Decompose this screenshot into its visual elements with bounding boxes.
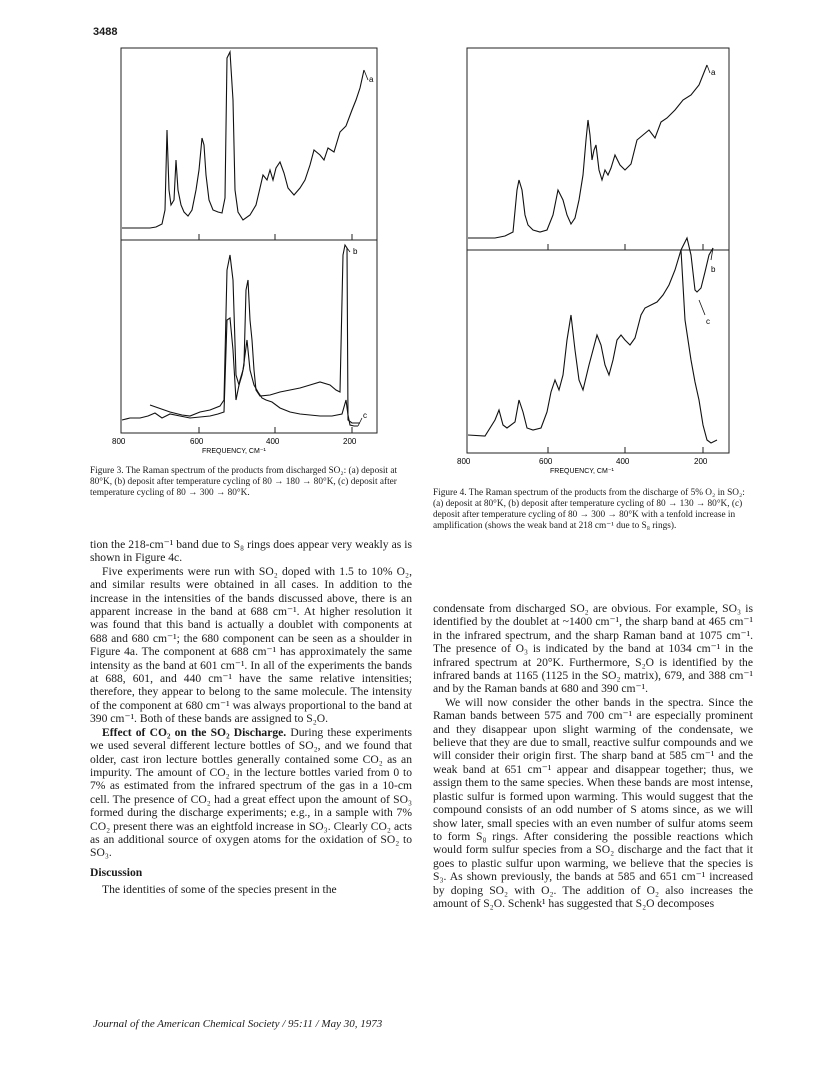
right-paragraph-1: condensate from discharged SO₂ are obvious. For example, SO₃ is identified by the doublet at ~1400 cm⁻¹, the sharp band at 465 cm⁻¹ in the infrared spectrum, and the sharp Raman band at 1075 cm⁻¹. The presence of O₃ is indicated by the band at 1034 cm⁻¹ in the infrared spectrum at 20°K. Furthermore, S₂O is identified by the infrared bands at 1165 (1125 in the SO₂ matrix), 679, and 388 cm⁻¹ and by the Raman bands at 680 and 390 cm⁻¹. [433,602,753,696]
left-paragraph-4: The identities of some of the species present in the [102,883,337,897]
figure-3-tick-800: 800 [112,437,126,446]
figure-3-tick-200: 200 [343,437,357,446]
figure-3-xlabel: FREQUENCY, CM⁻¹ [202,448,266,455]
journal-footer: Journal of the American Chemical Society / 95:11 / May 30, 1973 [93,1018,383,1030]
figure-3-label-c: c [363,411,367,420]
figure-4-tick-400: 400 [616,457,630,466]
left-paragraph-2: Five experiments were run with SO₂ doped with 1.5 to 10% O₂, and similar results were obtained in all cases. In addition to the increase in the intensities of the bands discussed above, there is an apparent increase in the band at 688 cm⁻¹. At higher resolution it was found that this band is actually a doublet with components at 688 and 680 cm⁻¹; the 680 component can be seen as a shoulder in Figure 4a. The component at 688 cm⁻¹ has approximately the same intensity as the band at 601 cm⁻¹. In all of the experiments the bands at 688, 601, and 440 cm⁻¹ have the same relative intensities; therefore, they appear to belong to the same molecule. The intensity of the component at 680 cm⁻¹ was always proportional to the band at 390 cm⁻¹. Both of these bands are assigned to S₂O. [90,564,412,726]
figure-4-label-c: c [706,317,710,326]
right-column [433,602,753,910]
figure-4-caption: Figure 4. The Raman spectrum of the products from the discharge of 5% O₂ in SO₂: (a) deposit at 80°K, (b) deposit after temperature cycling of 80 → 130 → 80°K, (c) deposit after temperature cycling of 80 → 300 → 80°K with a tenfold increase in amplification (shows the weak band at 218 cm⁻¹ due to S₈ rings). [433,488,745,531]
left-paragraph-3 [90,726,412,860]
figure-4-trace-a [468,65,707,238]
figure-4-trace-b [468,238,713,436]
figure-3-label-b: b [353,247,358,256]
page-number: 3488 [93,26,118,38]
figure-4-tick-600: 600 [539,457,553,466]
figure-4-xlabel: FREQUENCY, CM⁻¹ [550,468,614,475]
figure-3-tick-400: 400 [266,437,280,446]
figure-4-label-b: b [711,265,716,274]
left-column [90,538,412,897]
discussion-heading: Discussion [90,865,143,879]
figure-4-tick-800: 800 [457,457,471,466]
figure-4-spectrum [455,40,745,475]
figure-3-label-a: a [369,75,374,84]
figure-3-trace-c [122,318,358,426]
figure-3-spectrum [110,40,390,455]
right-paragraph-2: We will now consider the other bands in the spectra. Since the Raman bands between 575 and 700 cm⁻¹ are especially prominent and they disappear upon slight warming of the condensate, we believe that they are due to small, reactive sulfur compounds and we will consider their origin first. The sharp band at 585 cm⁻¹ and the weak band at 651 cm⁻¹ appear and disappear together; thus, we assign them to the same species. When these bands are most intense, plastic sulfur is formed upon warming. This would suggest that the compound consists of an odd number of S atoms since, as we will show later, small species with an even number of sulfur atoms seem to form S₈ rings. After considering the possible reactions which would form sulfur species from a SO₂ discharge and the fact that it goes to plastic sulfur upon warming, we believe that the species is S₃. As shown previously, the bands at 585 and 651 cm⁻¹ increased by doping SO₂ with O₂. The addition of O₂ also increases the amount of S₂O. Schenk¹ has suggested that S₂O decomposes [433,695,753,910]
figure-3-trace-b [150,245,360,423]
left-paragraph-3-text: During these experiments we used several different lecture bottles of SO₂, and we found that older, cast iron lecture bottles generally contained some CO₂ as an impurity. The amount of CO₂ in the lecture bottles varied from 0 to 7% as estimated from the infrared spectrum of the gas in a 10-cm cell. The presence of CO₂ had a great effect upon the amount of SO₃ formed during the discharge experiments; e.g., in a sample with 7% CO₂ present there was an eightfold increase in SO₃. Clearly CO₂ acts as an additional source of oxygen atoms for the oxidation of SO₂ to SO₃. [90,725,412,860]
section-heading-co2: Effect of CO₂ on the SO₂ Discharge. [102,725,287,739]
figure-3-caption: Figure 3. The Raman spectrum of the products from discharged SO₂: (a) deposit at 80°K, (b) deposit after temperature cycling of 80 → 180 → 80°K, (c) deposit after temperature cycling of 80 → 300 → 80°K. [90,466,398,498]
left-paragraph-1: tion the 218-cm⁻¹ band due to S₈ rings does appear very weakly as is shown in Figure 4c. [90,538,412,565]
figure-3-tick-600: 600 [190,437,204,446]
figure-4-tick-200: 200 [694,457,708,466]
figure-4-trace-c [681,250,717,443]
figure-4-label-a: a [711,68,716,77]
figure-3-trace-a [122,52,364,228]
